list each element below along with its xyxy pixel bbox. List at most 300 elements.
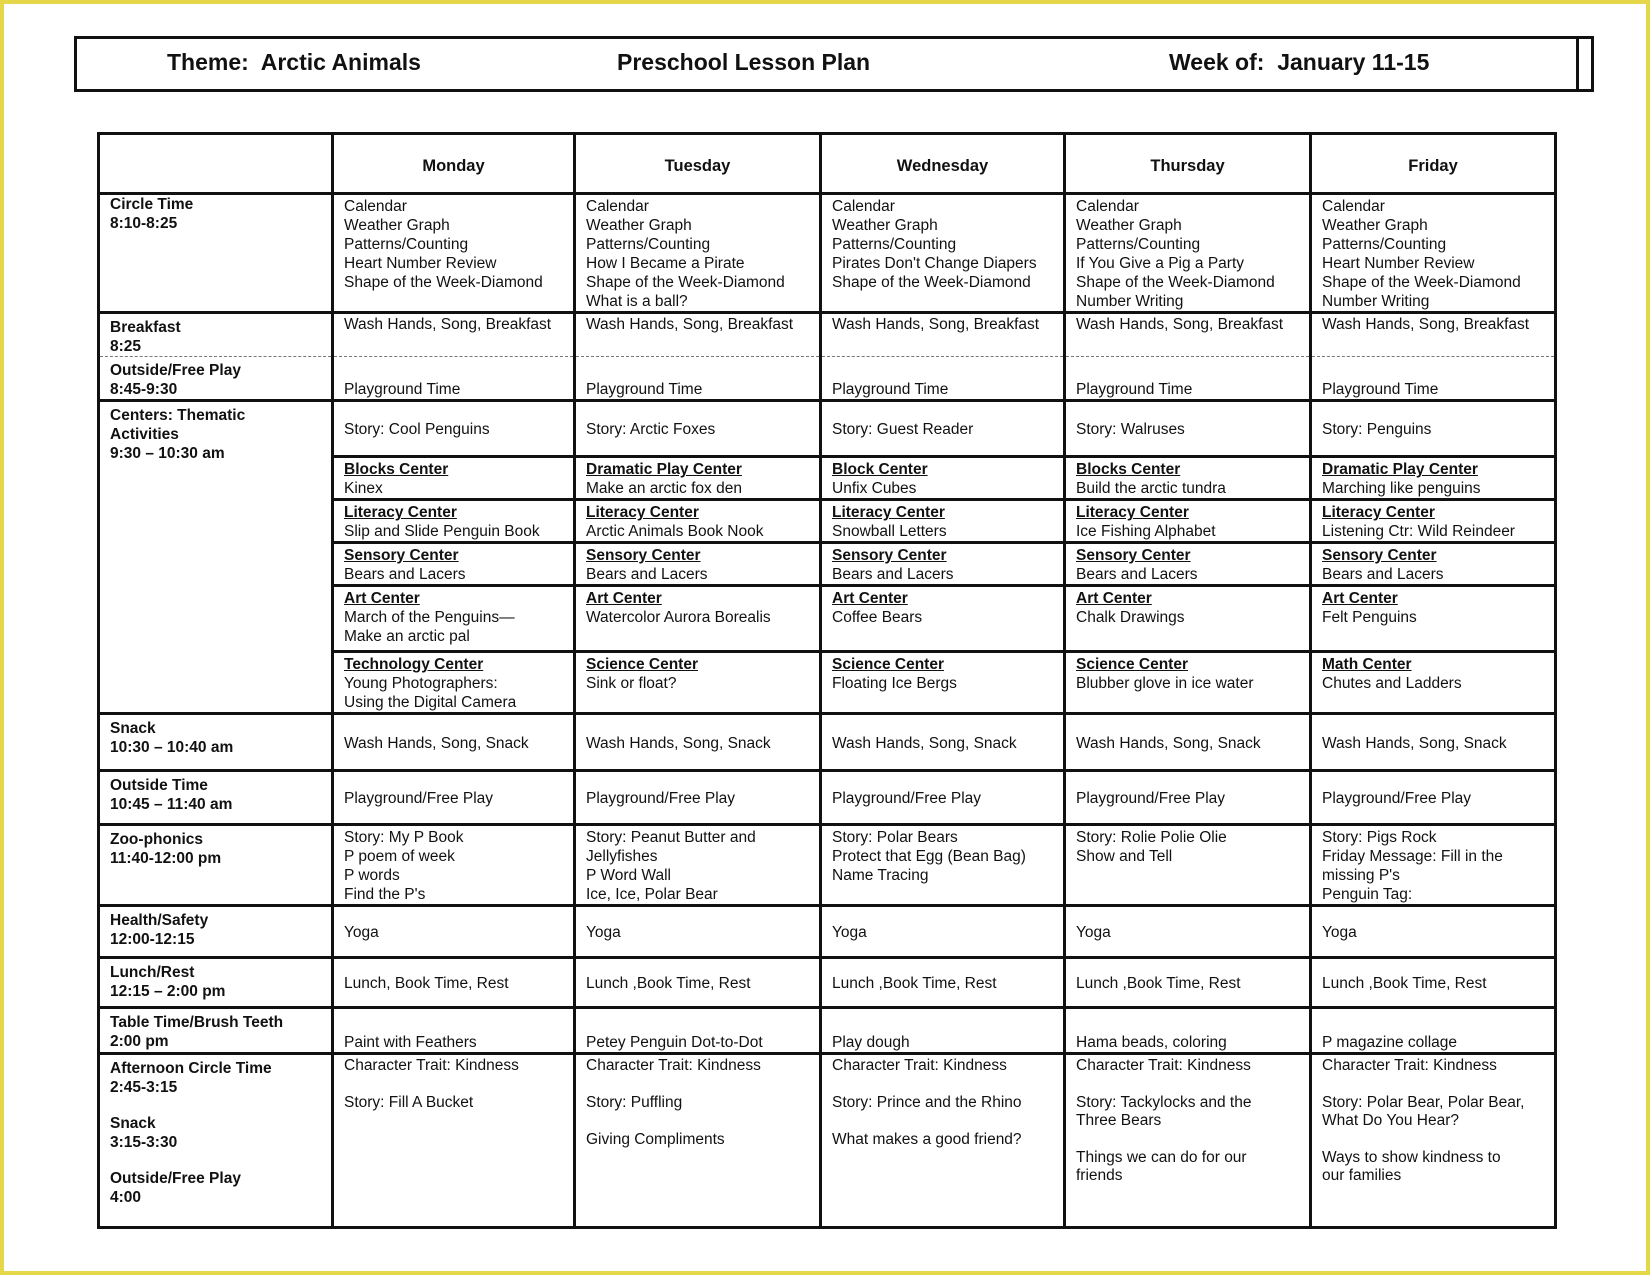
- row-afternoon: [99, 1054, 1556, 1228]
- activity-cell: [1065, 357, 1311, 401]
- activity-text: Story: Prince and the Rhino: [832, 1094, 1022, 1111]
- time-slot-text: Breakfast: [110, 319, 181, 336]
- activity-cell: [1065, 194, 1311, 313]
- day-header-monday: Monday: [333, 134, 575, 194]
- time-slot-label: [99, 906, 333, 958]
- center-cell: [821, 652, 1065, 714]
- activity-cell: [333, 194, 575, 313]
- activity-text: Protect that Egg (Bean Bag): [832, 848, 1026, 865]
- time-slot-text: Outside/Free Play: [110, 1170, 241, 1187]
- center-activity-text: Young Photographers:: [344, 675, 498, 692]
- center-activity-text: Coffee Bears: [832, 609, 923, 626]
- activity-cell: [333, 313, 575, 357]
- activity-text: Yoga: [586, 924, 621, 941]
- center-cell: [1311, 652, 1556, 714]
- center-name: Sensory Center: [344, 547, 459, 564]
- center-name: Literacy Center: [344, 504, 457, 521]
- activity-text: Wash Hands, Song, Breakfast: [1322, 316, 1530, 333]
- time-slot-text: 9:30 – 10:30 am: [110, 445, 225, 462]
- activity-cell: [575, 771, 821, 825]
- time-slot-text: Table Time/Brush Teeth: [110, 1014, 284, 1031]
- story-cell: [1311, 401, 1556, 457]
- time-slot-label: [99, 401, 333, 714]
- activity-text: Find the P's: [344, 886, 426, 903]
- page-title: Preschool Lesson Plan: [617, 49, 871, 75]
- center-activity-text: Build the arctic tundra: [1076, 480, 1226, 497]
- row-breakfast: [99, 313, 1556, 357]
- activity-text: Story: Pigs Rock: [1322, 829, 1437, 846]
- center-cell: [575, 543, 821, 586]
- story-cell: [1065, 401, 1311, 457]
- center-cell: [575, 652, 821, 714]
- center-cell: [1065, 457, 1311, 500]
- center-cell: [333, 652, 575, 714]
- activity-text: Weather Graph: [344, 217, 450, 234]
- center-activity-text: Kinex: [344, 480, 383, 497]
- activity-text: Playground/Free Play: [1322, 790, 1472, 807]
- center-name: Science Center: [832, 656, 944, 673]
- activity-text: Story: Fill A Bucket: [344, 1094, 474, 1111]
- story-cell: [821, 401, 1065, 457]
- row-health-safety: [99, 906, 1556, 958]
- row-outside-time: [99, 771, 1556, 825]
- activity-text: How I Became a Pirate: [586, 255, 745, 272]
- activity-cell: [821, 825, 1065, 906]
- week-of: Week of: January 11-15: [1169, 49, 1430, 75]
- activity-cell: [575, 1054, 821, 1228]
- center-cell: [1311, 543, 1556, 586]
- time-slot-text: Snack: [110, 720, 156, 737]
- center-cell: [1065, 500, 1311, 543]
- activity-cell: [333, 958, 575, 1008]
- activity-text: Shape of the Week-Diamond: [1076, 274, 1275, 291]
- activity-text: Penguin Tag:: [1322, 886, 1413, 903]
- activity-text: Number Writing: [1322, 293, 1430, 310]
- center-name: Sensory Center: [832, 547, 947, 564]
- center-activity-text: Slip and Slide Penguin Book: [344, 523, 540, 540]
- activity-cell: [1311, 313, 1556, 357]
- activity-text: Friday Message: Fill in the: [1322, 848, 1503, 865]
- activity-cell: [333, 906, 575, 958]
- time-slot-text: 2:45-3:15: [110, 1079, 178, 1096]
- center-activity-text: Ice Fishing Alphabet: [1076, 523, 1216, 540]
- activity-cell: [821, 771, 1065, 825]
- time-slot-text: Zoo-phonics: [110, 831, 203, 848]
- time-slot-text: 10:30 – 10:40 am: [110, 739, 234, 756]
- story-cell: [333, 401, 575, 457]
- spacer: [1322, 1130, 1554, 1149]
- activity-cell: [1065, 1008, 1311, 1054]
- center-activity-text: Unfix Cubes: [832, 480, 917, 497]
- activity-text: Playground/Free Play: [344, 790, 494, 807]
- row-outside-free-play: [99, 357, 1556, 401]
- activity-text: Yoga: [1322, 924, 1357, 941]
- activity-cell: [1065, 825, 1311, 906]
- center-cell: [821, 500, 1065, 543]
- activity-cell: [821, 313, 1065, 357]
- activity-text: Shape of the Week-Diamond: [586, 274, 785, 291]
- row-zoo-phonics: [99, 825, 1556, 906]
- time-slot-text: 12:15 – 2:00 pm: [110, 983, 226, 1000]
- time-slot-label: [99, 313, 333, 357]
- activity-text: Show and Tell: [1076, 848, 1173, 865]
- center-name: Dramatic Play Center: [1322, 461, 1478, 478]
- center-cell: [575, 500, 821, 543]
- center-activity-text: Listening Ctr: Wild Reindeer: [1322, 523, 1515, 540]
- activity-text: Play dough: [832, 1034, 910, 1051]
- activity-text: Shape of the Week-Diamond: [1322, 274, 1521, 291]
- activity-cell: [575, 1008, 821, 1054]
- center-name: Science Center: [586, 656, 698, 673]
- activity-text: Yoga: [344, 924, 379, 941]
- time-slot-label: [99, 357, 333, 401]
- center-activity-text: Snowball Letters: [832, 523, 947, 540]
- center-activity-text: Make an arctic pal: [344, 628, 470, 645]
- center-activity-text: Make an arctic fox den: [586, 480, 742, 497]
- activity-text: Calendar: [1322, 198, 1385, 215]
- center-cell: [1311, 500, 1556, 543]
- lesson-plan-table: [97, 132, 1557, 1229]
- activity-cell: [333, 771, 575, 825]
- activity-text: What makes a good friend?: [832, 1131, 1022, 1148]
- activity-text: Playground Time: [832, 381, 949, 398]
- activity-text: Wash Hands, Song, Breakfast: [832, 316, 1040, 333]
- activity-cell: [333, 714, 575, 771]
- center-activity-text: Bears and Lacers: [1076, 566, 1198, 583]
- center-activity-text: Bears and Lacers: [832, 566, 954, 583]
- center-name: Blocks Center: [1076, 461, 1181, 478]
- time-slot-label: [99, 825, 333, 906]
- story-text: Story: Arctic Foxes: [586, 421, 716, 438]
- lesson-plan-body: [99, 134, 1556, 1228]
- activity-text: Playground/Free Play: [586, 790, 736, 807]
- center-cell: [821, 586, 1065, 652]
- center-cell: [333, 457, 575, 500]
- spacer: [832, 1112, 1063, 1131]
- activity-text: Playground Time: [586, 381, 703, 398]
- center-name: Art Center: [586, 590, 662, 607]
- activity-cell: [1311, 1008, 1556, 1054]
- activity-text: Ice, Ice, Polar Bear: [586, 886, 718, 903]
- story-cell: [575, 401, 821, 457]
- center-name: Literacy Center: [586, 504, 699, 521]
- activity-text: P Word Wall: [586, 867, 671, 884]
- center-name: Sensory Center: [1322, 547, 1437, 564]
- activity-cell: [1311, 958, 1556, 1008]
- time-slot-text: 10:45 – 11:40 am: [110, 796, 233, 813]
- activity-text: Character Trait: Kindness: [832, 1057, 1007, 1074]
- activity-text: What is a ball?: [586, 293, 688, 310]
- activity-text: Number Writing: [1076, 293, 1184, 310]
- center-cell: [1311, 586, 1556, 652]
- activity-text: Playground/Free Play: [1076, 790, 1226, 807]
- time-slot-label: [99, 1054, 333, 1228]
- time-slot-text: Health/Safety: [110, 912, 209, 929]
- activity-text: Playground/Free Play: [832, 790, 982, 807]
- time-slot-text: 12:00-12:15: [110, 931, 195, 948]
- center-cell: [1065, 586, 1311, 652]
- activity-cell: [821, 1008, 1065, 1054]
- row-circle-time: [99, 194, 1556, 313]
- activity-text: Jellyfishes: [586, 848, 658, 865]
- activity-cell: [821, 958, 1065, 1008]
- activity-cell: [1065, 714, 1311, 771]
- time-slot-label: [99, 958, 333, 1008]
- center-cell: [333, 543, 575, 586]
- time-slot-text: Outside/Free Play: [110, 362, 241, 379]
- activity-text: Patterns/Counting: [344, 236, 469, 253]
- story-text: Story: Penguins: [1322, 421, 1432, 438]
- center-activity-text: Blubber glove in ice water: [1076, 675, 1254, 692]
- activity-text: missing P's: [1322, 867, 1400, 884]
- activity-text: Story: Polar Bear, Polar Bear,: [1322, 1094, 1525, 1111]
- spacer: [1076, 1130, 1309, 1149]
- activity-text: P poem of week: [344, 848, 455, 865]
- activity-text: Ways to show kindness to: [1322, 1149, 1501, 1166]
- activity-cell: [821, 1054, 1065, 1228]
- time-slot-text: 8:45-9:30: [110, 381, 178, 398]
- activity-cell: [333, 357, 575, 401]
- time-slot-text: Centers: Thematic: [110, 407, 246, 424]
- day-header-wednesday: Wednesday: [821, 134, 1065, 194]
- spacer: [832, 1075, 1063, 1094]
- activity-text: Wash Hands, Song, Snack: [1322, 734, 1507, 752]
- activity-text: Playground Time: [1322, 381, 1439, 398]
- center-name: Sensory Center: [586, 547, 701, 564]
- day-header-row: [99, 134, 1556, 194]
- activity-text: Playground Time: [344, 381, 461, 398]
- activity-cell: [1065, 771, 1311, 825]
- time-slot-label: [99, 194, 333, 313]
- center-activity-text: Bears and Lacers: [344, 566, 466, 583]
- center-activity-text: Bears and Lacers: [586, 566, 708, 583]
- activity-text: Shape of the Week-Diamond: [344, 274, 543, 291]
- activity-text: Wash Hands, Song, Breakfast: [344, 316, 552, 333]
- day-header-tuesday: Tuesday: [575, 134, 821, 194]
- activity-text: Character Trait: Kindness: [1322, 1057, 1497, 1074]
- time-slot-text: Afternoon Circle Time: [110, 1060, 272, 1077]
- center-name: Literacy Center: [832, 504, 945, 521]
- activity-text: Character Trait: Kindness: [1076, 1057, 1251, 1074]
- activity-text: Three Bears: [1076, 1112, 1162, 1129]
- activity-text: Patterns/Counting: [586, 236, 711, 253]
- time-slot-text: Outside Time: [110, 777, 208, 794]
- activity-text: Lunch ,Book Time, Rest: [1076, 975, 1241, 992]
- spacer: [344, 1075, 573, 1094]
- center-activity-text: Bears and Lacers: [1322, 566, 1444, 583]
- time-slot-label: [99, 771, 333, 825]
- activity-text: Character Trait: Kindness: [586, 1057, 761, 1074]
- activity-text: Patterns/Counting: [1322, 236, 1447, 253]
- activity-text: Playground Time: [1076, 381, 1193, 398]
- activity-cell: [1065, 958, 1311, 1008]
- center-name: Math Center: [1322, 656, 1412, 673]
- time-slot-text: 2:00 pm: [110, 1033, 169, 1050]
- activity-text: friends: [1076, 1167, 1123, 1184]
- activity-cell: [1311, 1054, 1556, 1228]
- activity-cell: [1065, 906, 1311, 958]
- activity-text: Giving Compliments: [586, 1131, 725, 1148]
- center-name: Sensory Center: [1076, 547, 1191, 564]
- activity-text: Paint with Feathers: [344, 1034, 477, 1051]
- activity-cell: [821, 357, 1065, 401]
- spacer: [1322, 1075, 1554, 1094]
- center-cell: [1065, 652, 1311, 714]
- activity-text: Wash Hands, Song, Snack: [344, 734, 529, 752]
- activity-text: Lunch ,Book Time, Rest: [832, 975, 997, 992]
- activity-text: Weather Graph: [586, 217, 692, 234]
- activity-cell: [1065, 1054, 1311, 1228]
- time-slot-text: 8:10-8:25: [110, 215, 178, 232]
- activity-text: P words: [344, 867, 400, 884]
- activity-text: Calendar: [344, 198, 407, 215]
- story-text: Story: Cool Penguins: [344, 421, 490, 438]
- center-name: Art Center: [1322, 590, 1398, 607]
- activity-cell: [575, 194, 821, 313]
- center-name: Art Center: [832, 590, 908, 607]
- spacer: [1076, 1075, 1309, 1094]
- activity-text: Heart Number Review: [344, 255, 497, 272]
- activity-cell: [333, 1008, 575, 1054]
- center-cell: [1065, 543, 1311, 586]
- time-slot-text: Lunch/Rest: [110, 964, 195, 981]
- activity-text: Things we can do for our: [1076, 1149, 1247, 1166]
- time-slot-text: 4:00: [110, 1189, 142, 1206]
- center-activity-text: Watercolor Aurora Borealis: [586, 609, 771, 626]
- activity-text: Weather Graph: [1322, 217, 1428, 234]
- activity-text: P magazine collage: [1322, 1034, 1457, 1051]
- activity-cell: [821, 906, 1065, 958]
- activity-text: Calendar: [1076, 198, 1139, 215]
- center-activity-text: Chutes and Ladders: [1322, 675, 1462, 692]
- activity-cell: [821, 194, 1065, 313]
- center-activity-text: Floating Ice Bergs: [832, 675, 957, 692]
- activity-text: What Do You Hear?: [1322, 1112, 1460, 1129]
- center-cell: [333, 500, 575, 543]
- row-lunch-rest: [99, 958, 1556, 1008]
- center-name: Art Center: [1076, 590, 1152, 607]
- center-activity-text: Using the Digital Camera: [344, 694, 517, 711]
- time-slot-text: 3:15-3:30: [110, 1134, 178, 1151]
- activity-text: Heart Number Review: [1322, 255, 1475, 272]
- activity-text: Wash Hands, Song, Snack: [832, 734, 1017, 752]
- activity-text: Wash Hands, Song, Snack: [1076, 734, 1261, 752]
- activity-text: Story: Polar Bears: [832, 829, 958, 846]
- activity-text: Story: Puffling: [586, 1094, 683, 1111]
- center-name: Technology Center: [344, 656, 484, 673]
- activity-cell: [1311, 771, 1556, 825]
- center-name: Art Center: [344, 590, 420, 607]
- activity-cell: [1065, 313, 1311, 357]
- activity-text: Character Trait: Kindness: [344, 1057, 519, 1074]
- activity-text: Calendar: [586, 198, 649, 215]
- center-cell: [333, 586, 575, 652]
- time-slot-text: Circle Time: [110, 196, 194, 213]
- time-slot-text: Snack: [110, 1115, 156, 1132]
- activity-text: Calendar: [832, 198, 895, 215]
- activity-cell: [575, 714, 821, 771]
- activity-cell: [1311, 825, 1556, 906]
- center-activity-text: Sink or float?: [586, 675, 677, 692]
- header-divider: [1576, 39, 1579, 89]
- time-slot-text: Activities: [110, 426, 179, 443]
- activity-text: Weather Graph: [832, 217, 938, 234]
- activity-text: Wash Hands, Song, Breakfast: [586, 316, 794, 333]
- time-slot-label: [99, 1008, 333, 1054]
- activity-cell: [575, 958, 821, 1008]
- activity-text: If You Give a Pig a Party: [1076, 255, 1245, 272]
- center-cell: [1311, 457, 1556, 500]
- activity-cell: [333, 825, 575, 906]
- activity-text: Lunch, Book Time, Rest: [344, 975, 509, 992]
- activity-text: Hama beads, coloring: [1076, 1034, 1227, 1051]
- center-name: Science Center: [1076, 656, 1188, 673]
- theme-title: Theme: Arctic Animals: [167, 49, 421, 75]
- center-cell: [821, 457, 1065, 500]
- activity-text: Shape of the Week-Diamond: [832, 274, 1031, 291]
- center-name: Dramatic Play Center: [586, 461, 742, 478]
- row-table-time: [99, 1008, 1556, 1054]
- activity-text: Lunch ,Book Time, Rest: [1322, 975, 1487, 992]
- activity-cell: [821, 714, 1065, 771]
- row-centers-story: [99, 401, 1556, 457]
- activity-text: Story: Tackylocks and the: [1076, 1094, 1252, 1111]
- activity-cell: [575, 825, 821, 906]
- center-cell: [575, 586, 821, 652]
- activity-text: Story: Rolie Polie Olie: [1076, 829, 1227, 846]
- row-snack: [99, 714, 1556, 771]
- time-slot-label: [99, 714, 333, 771]
- activity-cell: [575, 906, 821, 958]
- activity-text: Name Tracing: [832, 867, 929, 884]
- activity-text: Weather Graph: [1076, 217, 1182, 234]
- story-text: Story: Walruses: [1076, 421, 1185, 438]
- activity-text: Yoga: [832, 924, 867, 941]
- activity-text: Patterns/Counting: [1076, 236, 1201, 253]
- activity-cell: [575, 313, 821, 357]
- center-name: Blocks Center: [344, 461, 449, 478]
- center-cell: [821, 543, 1065, 586]
- corner-cell: [99, 134, 333, 194]
- center-name: Literacy Center: [1076, 504, 1189, 521]
- time-slot-text: 8:25: [110, 338, 142, 355]
- activity-text: Wash Hands, Song, Breakfast: [1076, 316, 1284, 333]
- center-activity-text: Arctic Animals Book Nook: [586, 523, 764, 540]
- center-activity-text: March of the Penguins—: [344, 609, 515, 626]
- activity-cell: [575, 357, 821, 401]
- spacer: [586, 1112, 819, 1131]
- activity-text: Yoga: [1076, 924, 1111, 941]
- time-slot-text: 11:40-12:00 pm: [110, 850, 222, 867]
- activity-text: Story: My P Book: [344, 829, 464, 846]
- day-header-thursday: Thursday: [1065, 134, 1311, 194]
- activity-text: our families: [1322, 1167, 1402, 1184]
- spacer: [586, 1075, 819, 1094]
- activity-text: Lunch ,Book Time, Rest: [586, 975, 751, 992]
- center-name: Literacy Center: [1322, 504, 1435, 521]
- activity-text: Story: Peanut Butter and: [586, 829, 756, 846]
- activity-cell: [1311, 714, 1556, 771]
- activity-text: Petey Penguin Dot-to-Dot: [586, 1034, 763, 1051]
- story-text: Story: Guest Reader: [832, 421, 974, 438]
- day-header-friday: Friday: [1311, 134, 1556, 194]
- activity-text: Pirates Don't Change Diapers: [832, 255, 1037, 272]
- center-activity-text: Marching like penguins: [1322, 480, 1481, 497]
- center-cell: [575, 457, 821, 500]
- activity-cell: [1311, 357, 1556, 401]
- center-name: Block Center: [832, 461, 928, 478]
- activity-cell: [333, 1054, 575, 1228]
